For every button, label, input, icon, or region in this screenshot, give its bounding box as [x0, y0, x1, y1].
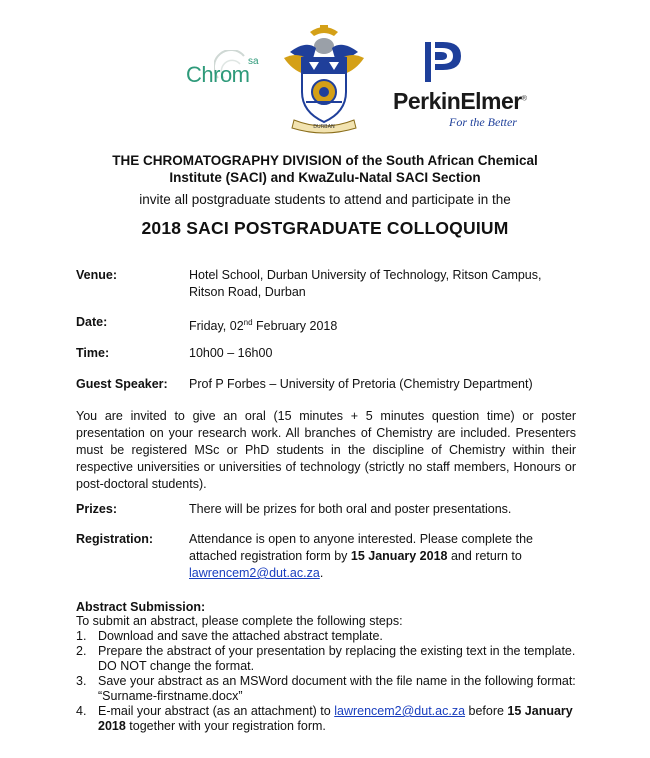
chrom-sa-logo: [184, 50, 274, 95]
date-label: Date:: [76, 315, 108, 329]
crest-motto: DURBAN: [313, 124, 335, 130]
step-text: Save your abstract as an MSWord document with the file name in the following format: “Surname-firstname.docx”: [98, 674, 576, 703]
registration-text-2: and return to: [447, 549, 522, 563]
abstract-step: [76, 704, 576, 734]
abstract-step: [76, 674, 576, 704]
registration-email-link[interactable]: lawrencem2@dut.ac.za: [189, 566, 320, 580]
venue-line-1: Hotel School, Durban University of Technology, Ritson Campus,: [189, 268, 542, 282]
abstract-submission-intro: To submit an abstract, please complete the following steps:: [76, 614, 403, 628]
organiser-heading: [0, 152, 650, 186]
perkinelmer-word-elmer: Elmer: [460, 88, 522, 114]
registration-text-3: .: [319, 566, 324, 580]
venue-line-2: Ritson Road, Durban: [189, 285, 306, 299]
abstract-email-link[interactable]: lawrencem2@dut.ac.za: [334, 704, 466, 718]
chrom-logo-superscript: sa: [248, 56, 259, 67]
perkinelmer-tagline: For the Better: [449, 115, 517, 129]
dut-crest-logo: [276, 22, 372, 134]
abstract-step: [76, 644, 576, 674]
registration-value: [189, 531, 576, 582]
step-4-text-1: E-mail your abstract (as an attachment) to: [98, 704, 335, 718]
venue-label: Venue:: [76, 268, 117, 282]
venue-value: [189, 267, 589, 301]
registration-deadline: 15 January 2018: [350, 549, 448, 563]
guest-speaker-label: Guest Speaker:: [76, 377, 168, 391]
event-title: 2018 SACI POSTGRADUATE COLLOQUIUM: [141, 218, 509, 238]
time-value: 10h00 – 16h00: [189, 346, 273, 360]
perkinelmer-word-perkin: Perkin: [393, 88, 461, 114]
step-4-text-2: before: [465, 704, 508, 718]
step-text: Prepare the abstract of your presentation by replacing the existing text in the template. DO NOT change the format.: [98, 644, 576, 673]
abstract-step: [76, 629, 576, 644]
date-ordinal: nd: [243, 318, 253, 327]
abstract-steps-list: [76, 629, 576, 734]
date-suffix: February 2018: [252, 319, 338, 334]
step-number: 4.: [76, 704, 87, 718]
abstract-submission-title: Abstract Submission:: [76, 600, 206, 614]
chrom-logo-text: Chrom: [186, 62, 250, 87]
step-4-text-3: together with your registration form.: [125, 719, 326, 733]
logo-bar: [0, 0, 650, 140]
prizes-label: Prizes:: [76, 502, 117, 516]
perkinelmer-mark-icon: [423, 38, 463, 86]
step-number: 1.: [76, 629, 87, 643]
organiser-line-2: Institute (SACI) and KwaZulu-Natal SACI Section: [169, 170, 481, 185]
step-number: 3.: [76, 674, 87, 688]
registration-label: Registration:: [76, 532, 154, 546]
step-number: 2.: [76, 644, 87, 658]
registration-text-1: Attendance is open to anyone interested. Please complete the attached registration form by: [189, 532, 533, 563]
step-4-deadline: 15 January 2018: [98, 704, 573, 733]
step-text: Download and save the attached abstract template.: [98, 629, 383, 643]
date-value: [189, 314, 589, 335]
time-label: Time:: [76, 346, 110, 360]
perkinelmer-logo: [393, 38, 563, 128]
organiser-line-1: THE CHROMATOGRAPHY DIVISION of the South African Chemical: [112, 153, 538, 168]
prizes-value: There will be prizes for both oral and poster presentations.: [189, 502, 512, 516]
intro-paragraph: You are invited to give an oral (15 minutes + 5 minutes question time) or poster presentation on your research work. All branches of Chemistry are included. Presenters must be registered MSc or PhD students in the discipline of Chemistry within their respective universities or universities of technology (strictly no staff members, Honours or post-doctoral students).: [76, 409, 576, 491]
guest-speaker-value: Prof P Forbes – University of Pretoria (Chemistry Department): [189, 377, 533, 391]
invite-line: invite all postgraduate students to attend and participate in the: [139, 192, 511, 207]
perkinelmer-wordmark: PerkinElmer®: [393, 88, 527, 114]
date-prefix: Friday, 02: [189, 319, 244, 334]
